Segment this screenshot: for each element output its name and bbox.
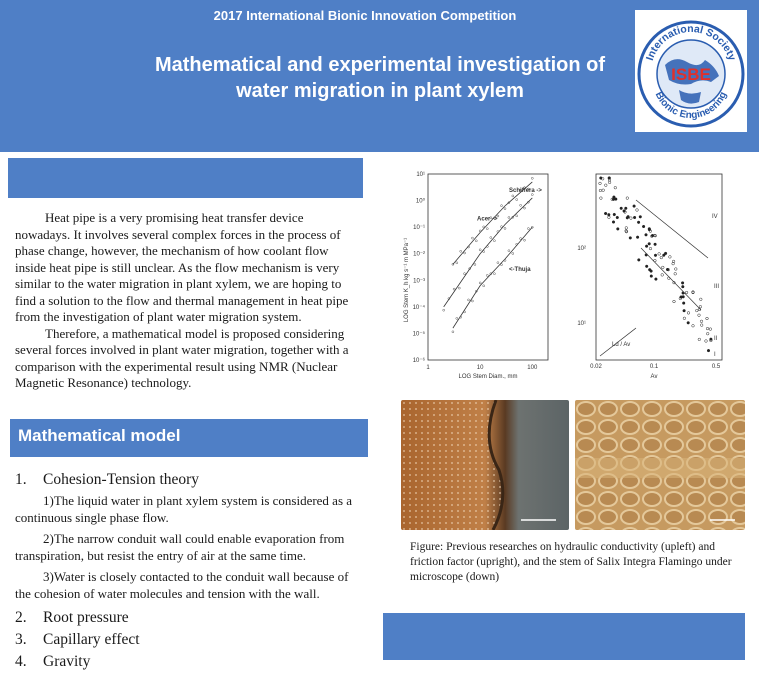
chart1-data-point xyxy=(520,204,522,206)
chart1-data-point xyxy=(531,177,533,179)
chart2-data-point xyxy=(600,177,603,180)
chart2-data-point xyxy=(608,216,611,219)
figure-charts xyxy=(386,160,759,392)
chart1-data-point xyxy=(464,252,466,254)
chart2-trend-line xyxy=(600,328,636,356)
chart2-data-point xyxy=(629,237,632,240)
chart1-series xyxy=(443,177,543,332)
model-list xyxy=(15,469,365,673)
chart2-data-point xyxy=(705,340,708,343)
chart1-x-tick: 100 xyxy=(527,365,538,371)
section-banner-model xyxy=(10,419,368,457)
chart1-xlabel: LOG Stem Diam., mm xyxy=(458,374,518,380)
section-heading: Mathematical model xyxy=(18,426,181,445)
chart2-data-point xyxy=(605,184,608,187)
chart1-data-point xyxy=(471,300,473,302)
chart1-y-tick: 10⁻³ xyxy=(413,278,425,285)
chart1-data-point xyxy=(504,227,506,229)
list-label: Cohesion-Tension theory xyxy=(43,471,200,488)
chart2-data-point xyxy=(614,186,617,189)
chart1-data-point xyxy=(464,273,466,275)
chart2-data-point xyxy=(682,285,685,288)
chart1-data-point xyxy=(531,194,533,196)
section-banner-intro xyxy=(8,158,363,198)
chart2-xlabel: Av xyxy=(650,374,658,380)
chart2-annotation-ii: II xyxy=(714,336,718,342)
chart2-data-point xyxy=(698,314,701,317)
chart1-data-point xyxy=(460,250,462,252)
logo-acronym: ISBE xyxy=(671,65,711,84)
chart2-data-point xyxy=(645,265,648,268)
chart2-data-point xyxy=(681,282,684,285)
chart2-data-point xyxy=(692,325,695,328)
poster-header xyxy=(0,0,759,152)
chart2-data-point xyxy=(648,268,651,271)
list-item xyxy=(15,469,365,491)
sub-point: 1)The liquid water in plant xylem system is considered as a continuous single phase flow. xyxy=(15,493,353,525)
chart2-data-point xyxy=(600,197,603,200)
chart2-data-point xyxy=(602,189,605,192)
list-item xyxy=(15,607,365,629)
chart2-data-point xyxy=(700,298,703,301)
stem-section-image xyxy=(401,400,569,530)
chart2-data-point xyxy=(673,300,676,303)
microscope-photo-left xyxy=(401,400,569,530)
chart2-data-point xyxy=(642,225,645,228)
chart1-ylabel: LOG Stem K_h kg s⁻¹ m MPa⁻¹ xyxy=(404,237,410,323)
chart2-data-point xyxy=(620,207,623,210)
chart1-data-point xyxy=(483,285,485,287)
chart1-y-tick: 10¹ xyxy=(416,172,425,178)
chart2-data-point xyxy=(661,274,664,277)
list-number: 3. xyxy=(15,631,27,648)
chart2-data-point xyxy=(675,268,678,271)
chart1-data-point xyxy=(493,273,495,275)
chart1-data-point xyxy=(483,226,485,228)
chart2-data-point xyxy=(613,213,616,216)
chart2-data-point xyxy=(685,291,688,294)
chart2-data-point xyxy=(616,216,619,219)
chart2-data-point xyxy=(625,227,628,230)
isbe-logo xyxy=(635,10,747,132)
chart1-data-point xyxy=(501,205,503,207)
list-item xyxy=(15,629,365,651)
chart2-ytick-1: 10² xyxy=(577,246,586,252)
list-label: Gravity xyxy=(43,653,91,670)
chart1-data-point xyxy=(475,240,477,242)
chart1-data-point xyxy=(486,274,488,276)
chart1-series-label: <-Thuja xyxy=(509,267,531,274)
chart1-y-tick: 10⁻¹ xyxy=(413,225,425,232)
introduction-text xyxy=(15,210,355,392)
chart1-data-point xyxy=(524,207,526,209)
chart2-annotation-iii: III xyxy=(714,284,720,290)
stem-cells-image xyxy=(575,400,745,530)
chart2-data-point xyxy=(696,309,699,312)
logo-arc-bottom: Bionic Engineering xyxy=(652,90,730,122)
title-line-1: Mathematical and experimental investigation of xyxy=(154,54,606,76)
chart1-data-point xyxy=(501,226,503,228)
chart1-data-point xyxy=(524,239,526,241)
chart2-data-point xyxy=(630,217,633,220)
intro-paragraph-2: Therefore, a mathematical model is proposed considering several forces involved in plant water migration, together with a comparison with the experimental result using NMR (Nuclear Magnetic Resonance) technology. xyxy=(15,325,349,390)
poster-title xyxy=(130,52,630,104)
chart2-data-point xyxy=(604,212,607,215)
chart1-data-point xyxy=(452,331,454,333)
title-line-2: water migration in plant xylem xyxy=(236,80,524,102)
chart2-data-point xyxy=(627,215,630,218)
chart2-trend-line xyxy=(636,200,708,258)
chart1-data-point xyxy=(468,299,470,301)
chart2-data-point xyxy=(683,317,686,320)
isbe-logo-icon xyxy=(635,10,747,132)
list-label: Capillary effect xyxy=(43,631,140,648)
chart2-data-point xyxy=(636,209,639,212)
chart2-data-point xyxy=(698,338,701,341)
chart2-data-point xyxy=(655,278,658,281)
chart1-data-point xyxy=(512,253,514,255)
chart1-data-point xyxy=(508,217,510,219)
chart2-data-point xyxy=(615,198,618,201)
chart1-data-point xyxy=(520,238,522,240)
competition-name: 2017 International Bionic Innovation Competition xyxy=(213,8,517,23)
chart1-data-point xyxy=(512,195,514,197)
chart2-ytick-2: 10¹ xyxy=(577,321,586,327)
chart2-data-point xyxy=(662,266,665,269)
chart2-data-point xyxy=(700,324,703,327)
chart1-y-tick: 10⁻⁴ xyxy=(412,304,425,311)
chart1-data-point xyxy=(456,317,458,319)
chart2-xtick-3: 0.5 xyxy=(711,364,721,370)
chart1-y-tick: 10⁻² xyxy=(413,251,425,258)
chart2-data-point xyxy=(633,216,636,219)
list-item xyxy=(15,651,365,673)
chart1-data-point xyxy=(479,282,481,284)
chart2-xtick-1: 0.02 xyxy=(590,364,602,370)
chart1-y-tick: 10⁻⁵ xyxy=(412,331,425,338)
chart1-y-tick: 10⁰ xyxy=(415,198,425,205)
chart1-data-point xyxy=(508,250,510,252)
sub-point: 3)Water is closely contacted to the conduit wall because of the cohesion of water molecules and tension with the wall. xyxy=(15,569,349,601)
chart2-data-point xyxy=(645,245,648,248)
chart2-annotation-ldav: Ld / Av xyxy=(612,342,631,348)
chart1-data-point xyxy=(458,287,460,289)
chart2-data-point xyxy=(700,320,703,323)
chart1-data-point xyxy=(474,264,476,266)
chart1-data-point xyxy=(490,237,492,239)
chart2-data-point xyxy=(650,275,653,278)
chart1-data-point xyxy=(456,262,458,264)
chart1-data-point xyxy=(453,288,455,290)
list-number: 1. xyxy=(15,471,27,488)
charts-svg xyxy=(386,160,759,392)
chart1-series-label: Schiffera -> xyxy=(509,187,542,194)
chart2-data-point xyxy=(683,309,686,312)
chart2-data-point xyxy=(660,256,663,259)
chart2-data-point xyxy=(687,312,690,315)
chart1-data-point xyxy=(501,264,503,266)
chart1-data-point xyxy=(504,259,506,261)
chart2-annotation-i: I xyxy=(714,352,716,358)
chart2-data-point xyxy=(633,205,636,208)
chart2-data-point xyxy=(674,273,677,276)
chart2-data-point xyxy=(639,216,642,219)
chart2-data-point xyxy=(682,302,685,305)
chart2-data-point xyxy=(599,189,602,192)
chart2-points xyxy=(599,177,713,352)
chart1-data-point xyxy=(504,208,506,210)
section-banner-right xyxy=(383,613,745,660)
chart2-data-point xyxy=(648,228,651,231)
chart2-data-point xyxy=(669,256,672,259)
chart2-data-point xyxy=(636,236,639,239)
list-label: Root pressure xyxy=(43,609,129,626)
chart1-data-point xyxy=(516,215,518,217)
chart2-data-point xyxy=(625,207,628,210)
chart2-data-point xyxy=(599,182,602,185)
chart2-data-point xyxy=(706,317,709,320)
chart2-data-point xyxy=(626,197,629,200)
chart2-data-point xyxy=(706,332,709,335)
chart1-series-label: Acer -> xyxy=(477,216,498,223)
chart1-data-point xyxy=(527,228,529,230)
microscope-photo-right xyxy=(575,400,745,530)
figure-caption: Figure: Previous researches on hydraulic conductivity (upleft) and friction factor (upright), and the stem of Salix Integra Flamingo under microscope (down) xyxy=(410,541,732,583)
chart2-data-point xyxy=(645,234,648,237)
chart2-data-point xyxy=(709,328,712,331)
chart2-data-point xyxy=(707,349,710,352)
chart2-data-point xyxy=(682,296,685,299)
chart1-data-point xyxy=(486,228,488,230)
sub-point: 2)The narrow conduit wall could enable evaporation from transpiration, but resist the entry of air at the same time. xyxy=(15,531,345,563)
chart1-data-point xyxy=(479,230,481,232)
chart2-data-point xyxy=(663,254,666,257)
chart1-y-tick: 10⁻⁶ xyxy=(412,358,425,364)
chart2-data-point xyxy=(608,213,611,216)
chart1-data-point xyxy=(497,262,499,264)
list-number: 4. xyxy=(15,653,27,670)
chart2-annotation-iv: IV xyxy=(712,214,718,220)
chart1-x-tick: 1 xyxy=(426,365,430,371)
chart2-data-point xyxy=(654,254,657,257)
chart1-series-line xyxy=(444,198,533,307)
chart2-data-point xyxy=(637,221,640,224)
chart2-data-point xyxy=(648,243,651,246)
chart2-data-point xyxy=(638,259,641,262)
chart1-data-point xyxy=(443,309,445,311)
chart2-data-point xyxy=(649,247,652,250)
chart2-data-point xyxy=(699,305,702,308)
chart2-data-point xyxy=(608,181,611,184)
chart1-data-point xyxy=(516,199,518,201)
chart1-data-point xyxy=(483,251,485,253)
chart2-data-point xyxy=(706,327,709,330)
chart2-data-point xyxy=(612,221,615,224)
chart1-data-point xyxy=(479,249,481,251)
chart2-data-point xyxy=(687,322,690,325)
chart2-data-point xyxy=(658,253,661,256)
chart2-xtick-2: 0.1 xyxy=(649,364,659,370)
chart1-data-point xyxy=(464,311,466,313)
list-number: 2. xyxy=(15,609,27,626)
chart1-x-tick: 10 xyxy=(476,365,484,371)
intro-paragraph-1: Heat pipe is a very promising heat transfer device nowadays. It involves several complex forces in the process of phase change, however, the mechanism of how coolant flow inside heat pipe is still unclear. As the flow mechanism is very similar to the water migration in plant xylem, we are hoping to find a solution to the flow and thermal management in heat pipe from the investigation of plant water migration system. xyxy=(15,210,349,324)
chart1-x-ticks xyxy=(426,365,538,371)
logo-arc-top: International Society xyxy=(643,22,739,63)
chart1-y-ticks xyxy=(413,172,426,364)
chart2-data-point xyxy=(654,243,657,246)
chart1-data-point xyxy=(471,237,473,239)
chart2-data-point xyxy=(617,228,620,231)
chart1-data-point xyxy=(493,240,495,242)
